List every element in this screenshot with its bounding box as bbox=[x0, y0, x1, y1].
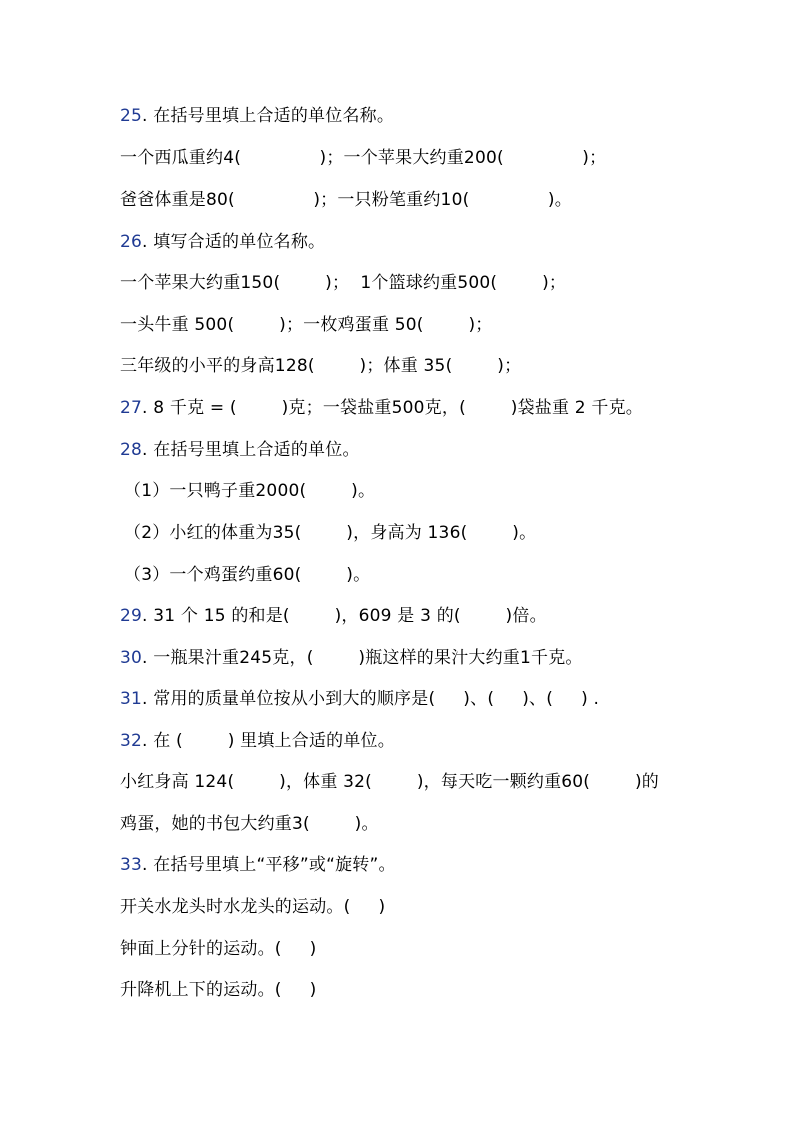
question-25-line-2: 爸爸体重是80( )；一只粉笔重约10( )。 bbox=[120, 190, 572, 210]
question-32-line-2: 鸡蛋，她的书包大约重3( )。 bbox=[120, 814, 379, 834]
question-29-prompt bbox=[120, 604, 760, 628]
question-26-line-3: 三年级的小平的身高128( )；体重 35( )； bbox=[120, 356, 522, 376]
question-number: 26 bbox=[120, 232, 143, 252]
question-number: 28 bbox=[120, 440, 143, 460]
question-28-item-1: （1）一只鸭子重2000( )。 bbox=[124, 481, 376, 501]
question-text: . 一瓶果汁重245克，( )瓶这样的果汁大约重1千克。 bbox=[142, 648, 583, 668]
question-text: . 在括号里填上“平移”或“旋转”。 bbox=[142, 855, 396, 875]
question-33-line-1: 开关水龙头时水龙头的运动。( ) bbox=[120, 897, 386, 917]
question-text: . 31 个 15 的和是( )，609 是 3 的( )倍。 bbox=[142, 606, 547, 626]
question-33-line-3: 升降机上下的运动。( ) bbox=[120, 980, 317, 1000]
question-text: . 常用的质量单位按从小到大的顺序是( )、( )、( ) . bbox=[142, 689, 600, 709]
question-28-item-3: （3）一个鸡蛋约重60( )。 bbox=[124, 565, 371, 585]
question-number: 31 bbox=[120, 689, 143, 709]
question-number: 30 bbox=[120, 648, 143, 668]
question-text: . 在括号里填上合适的单位名称。 bbox=[142, 106, 395, 126]
question-26-line-2: 一头牛重 500( )；一枚鸡蛋重 50( )； bbox=[120, 315, 493, 335]
question-number: 27 bbox=[120, 398, 143, 418]
question-25-prompt bbox=[120, 104, 760, 128]
question-text: . 在括号里填上合适的单位。 bbox=[142, 440, 360, 460]
question-number: 25 bbox=[120, 106, 143, 126]
question-32-line-1: 小红身高 124( )，体重 32( )，每天吃一颗约重60( )的 bbox=[120, 772, 660, 792]
question-32-prompt bbox=[120, 729, 760, 753]
question-33-line-2: 钟面上分针的运动。( ) bbox=[120, 939, 317, 959]
question-28-prompt bbox=[120, 438, 760, 462]
question-25-line-1: 一个西瓜重约4( )；一个苹果大约重200( )； bbox=[120, 148, 607, 168]
question-text: . 填写合适的单位名称。 bbox=[142, 232, 326, 252]
question-27-prompt bbox=[120, 396, 760, 420]
question-number: 29 bbox=[120, 606, 143, 626]
question-28-item-2: （2）小红的体重为35( )，身高为 136( )。 bbox=[124, 523, 537, 543]
question-26-line-1: 一个苹果大约重150( )； 1个篮球约重500( )； bbox=[120, 273, 567, 293]
question-number: 33 bbox=[120, 855, 143, 875]
question-30-prompt bbox=[120, 646, 760, 670]
question-26-prompt bbox=[120, 230, 760, 254]
question-number: 32 bbox=[120, 731, 143, 751]
question-text: . 在 ( ) 里填上合适的单位。 bbox=[142, 731, 395, 751]
question-text: . 8 千克 = ( )克；一袋盐重500克，( )袋盐重 2 千克。 bbox=[142, 398, 643, 418]
question-31-prompt bbox=[120, 687, 760, 711]
question-33-prompt bbox=[120, 853, 760, 877]
